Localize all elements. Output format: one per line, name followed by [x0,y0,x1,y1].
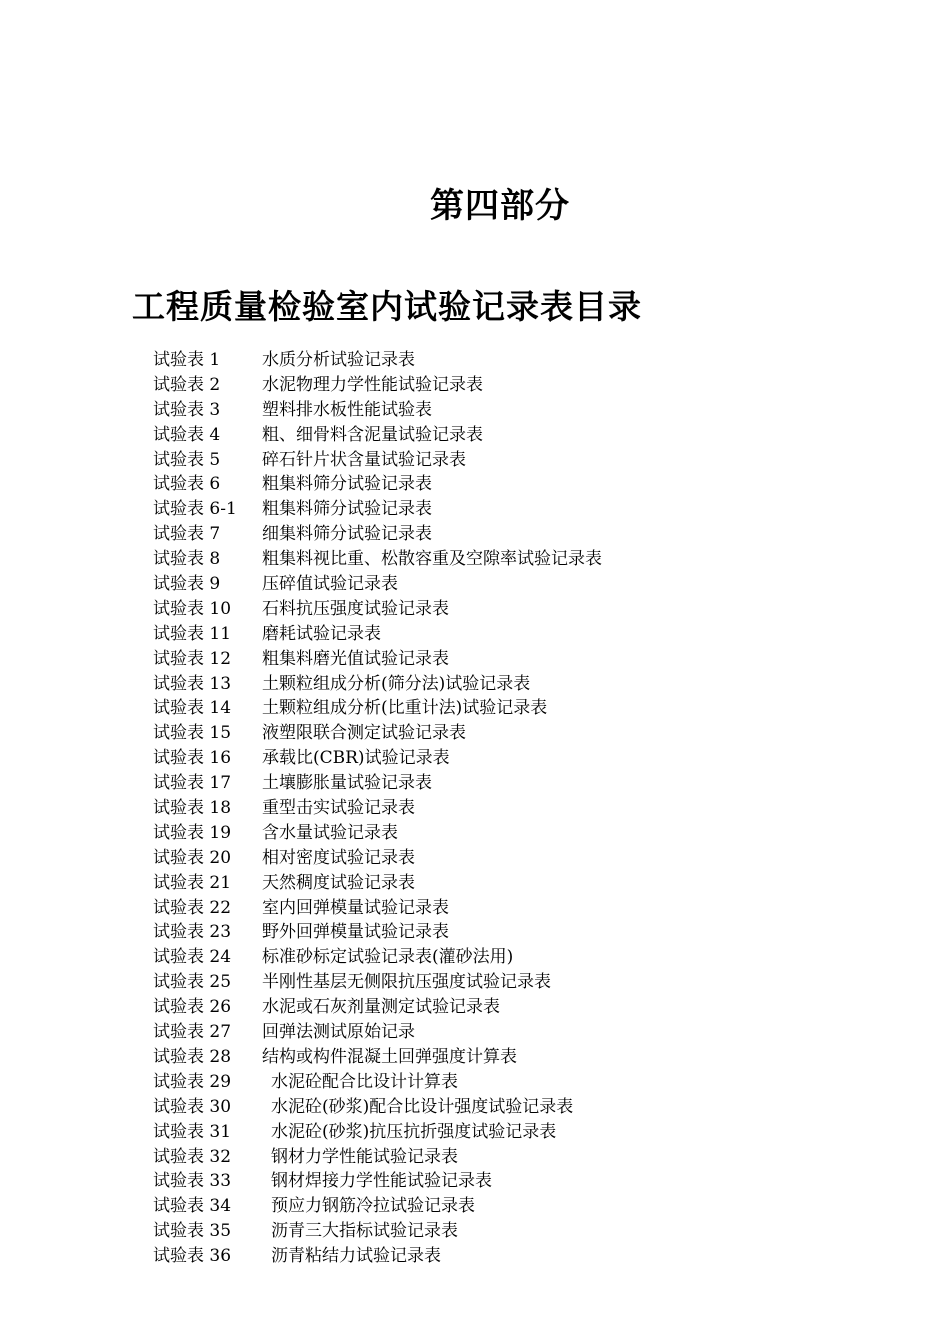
toc-entry-number: 试验表 2 [153,374,221,395]
toc-entry-number: 试验表 24 [153,947,232,968]
toc-entry [153,547,602,572]
toc-entry-title: 碎石针片状含量试验记录表 [262,449,466,470]
toc-entry-title: 含水量试验记录表 [262,822,398,843]
toc-entry-title: 水质分析试验记录表 [262,350,415,370]
toc-entry-title: 回弹法测试原始记录 [262,1022,415,1043]
toc-entry [153,871,602,896]
toc-entry [153,896,602,921]
toc-entry-title: 水泥砼(砂浆)配合比设计强度试验记录表 [271,1096,574,1117]
toc-entry-number: 试验表 30 [153,1096,232,1117]
toc-entry-title: 土颗粒组成分析(筛分法)试验记录表 [262,673,531,694]
toc-entry [153,597,602,622]
toc-entry-title: 沥青三大指标试验记录表 [271,1221,458,1242]
toc-entry [153,1219,602,1244]
toc-entry [153,1244,602,1269]
toc-entry-number: 试验表 7 [153,524,221,545]
toc-entry-number: 试验表 19 [153,822,232,843]
toc-entry-number: 试验表 13 [153,673,232,694]
toc-entry-title: 承载比(CBR)试验记录表 [262,748,450,769]
toc-entry-title: 粗集料磨光值试验记录表 [262,648,449,669]
toc-entry-number: 试验表 28 [153,1046,232,1067]
toc-entry-title: 磨耗试验记录表 [262,623,381,644]
toc-entry [153,373,602,398]
toc-entry-number: 试验表 36 [153,1246,232,1267]
toc-entry-title: 野外回弹模量试验记录表 [262,922,449,943]
toc-entry-number: 试验表 17 [153,773,232,794]
toc-entry-title: 半刚性基层无侧限抗压强度试验记录表 [262,972,551,993]
toc-entry-title: 天然稠度试验记录表 [262,872,415,893]
toc-entry-number: 试验表 6-1 [153,499,237,520]
toc-entry [153,970,602,995]
toc-entry-number: 试验表 33 [153,1171,232,1192]
toc-entry [153,1095,602,1120]
toc-entry-number: 试验表 23 [153,922,232,943]
toc-entry [153,1194,602,1219]
toc-entry-number: 试验表 3 [153,399,221,420]
toc-entry [153,622,602,647]
toc-entry-number: 试验表 34 [153,1196,232,1217]
toc-entry-title: 水泥物理力学性能试验记录表 [262,374,483,395]
toc-entry-number: 试验表 4 [153,424,221,445]
toc-entry [153,746,602,771]
toc-entry [153,945,602,970]
toc-entry-title: 预应力钢筋冷拉试验记录表 [271,1196,475,1217]
toc-entry-number: 试验表 27 [153,1022,232,1043]
toc-entry [153,497,602,522]
toc-entry [153,995,602,1020]
toc-entry-title: 重型击实试验记录表 [262,798,415,819]
toc-entry-number: 试验表 12 [153,648,232,669]
toc-entry [153,572,602,597]
toc-entry-title: 粗、细骨料含泥量试验记录表 [262,424,483,445]
toc-entry-title: 标准砂标定试验记录表(灌砂法用) [262,947,514,968]
toc-entry [153,1020,602,1045]
toc-entry-title: 钢材力学性能试验记录表 [271,1146,458,1167]
toc-entry [153,522,602,547]
toc-entry-number: 试验表 20 [153,847,232,868]
toc-entry-title: 塑料排水板性能试验表 [262,399,432,420]
toc-entry [153,821,602,846]
toc-entry-title: 细集料筛分试验记录表 [262,524,432,545]
toc-entry-number: 试验表 35 [153,1221,232,1242]
toc-entry-number: 试验表 21 [153,872,232,893]
toc-entry-number: 试验表 31 [153,1121,232,1142]
toc-entry [153,398,602,423]
toc-entry [153,721,602,746]
toc-entry-number: 试验表 16 [153,748,232,769]
toc-entry-title: 土壤膨胀量试验记录表 [262,773,432,794]
toc-entry [153,1070,602,1095]
toc-entry-title: 水泥或石灰剂量测定试验记录表 [262,997,500,1018]
toc-entry [153,1145,602,1170]
toc-entry-title: 土颗粒组成分析(比重计法)试验记录表 [262,698,548,719]
toc-entry-number: 试验表 26 [153,997,232,1018]
toc-entry [153,423,602,448]
toc-entry [153,1120,602,1145]
toc-entry-title: 室内回弹模量试验记录表 [262,897,449,918]
toc-entry [153,771,602,796]
toc-entry [153,472,602,497]
toc-entry-number: 试验表 11 [153,623,232,644]
part-title: 第四部分 [430,186,570,226]
toc-entry-title: 钢材焊接力学性能试验记录表 [271,1171,492,1192]
toc-entry-number: 试验表 9 [153,574,221,595]
document-title: 工程质量检验室内试验记录表目录 [132,287,642,326]
toc-entry-title: 粗集料视比重、松散容重及空隙率试验记录表 [262,549,602,570]
toc-entry-number: 试验表 15 [153,723,232,744]
toc-entry [153,348,602,373]
toc-entry-number: 试验表 22 [153,897,232,918]
toc-entry-number: 试验表 29 [153,1071,232,1092]
toc-entry-title: 粗集料筛分试验记录表 [262,499,432,520]
toc-entry-number: 试验表 18 [153,798,232,819]
toc-entry-title: 石料抗压强度试验记录表 [262,598,449,619]
toc-entry-number: 试验表 25 [153,972,232,993]
toc-entry-number: 试验表 14 [153,698,232,719]
table-of-contents [153,348,602,1269]
toc-entry-title: 水泥砼(砂浆)抗压抗折强度试验记录表 [271,1121,557,1142]
toc-entry-number: 试验表 8 [153,549,221,570]
toc-entry-number: 试验表 5 [153,449,221,470]
toc-entry [153,1169,602,1194]
toc-entry [153,920,602,945]
toc-entry-number: 试验表 6 [153,474,221,495]
toc-entry [153,846,602,871]
toc-entry-title: 沥青粘结力试验记录表 [271,1246,441,1267]
toc-entry-title: 压碎值试验记录表 [262,574,398,595]
toc-entry-title: 水泥砼配合比设计计算表 [271,1071,458,1092]
toc-entry [153,796,602,821]
toc-entry-number: 试验表 32 [153,1146,232,1167]
toc-entry [153,448,602,473]
toc-entry [153,696,602,721]
toc-entry-title: 结构或构件混凝土回弹强度计算表 [262,1046,517,1067]
toc-entry [153,672,602,697]
toc-entry-title: 液塑限联合测定试验记录表 [262,723,466,744]
toc-entry-number: 试验表 10 [153,598,232,619]
toc-entry-title: 粗集料筛分试验记录表 [262,474,432,495]
toc-entry [153,647,602,672]
toc-entry [153,1045,602,1070]
toc-entry-title: 相对密度试验记录表 [262,847,415,868]
toc-entry-number: 试验表 1 [153,350,221,370]
